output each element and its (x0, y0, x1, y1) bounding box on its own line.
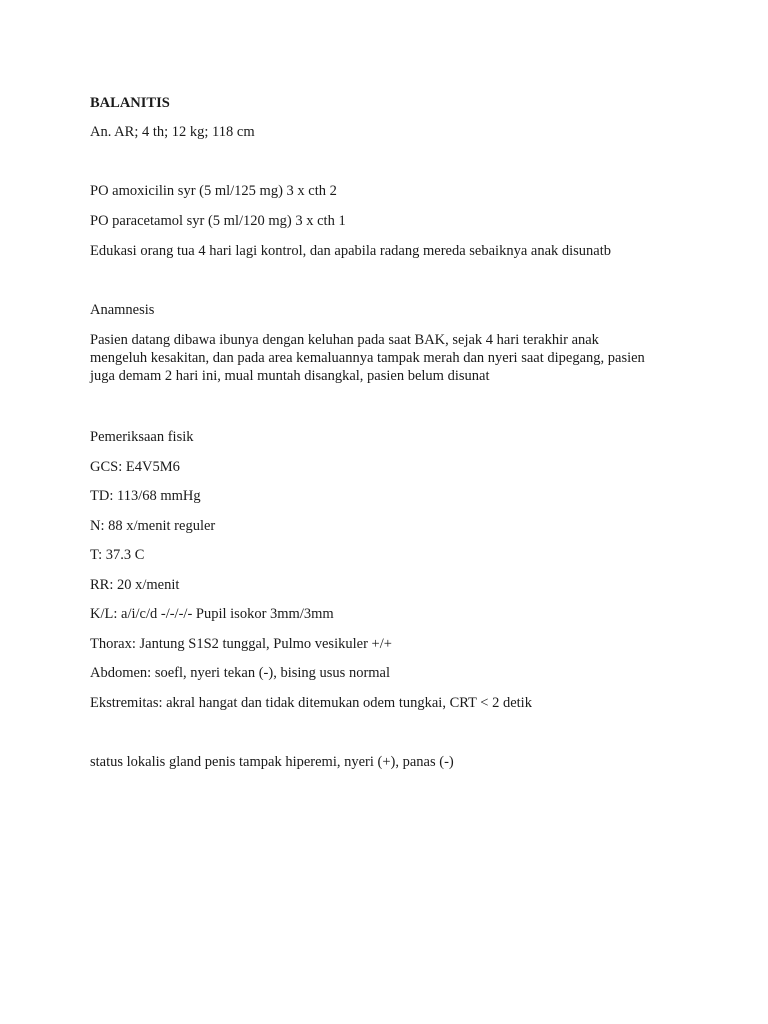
anamnesis-text-line: juga demam 2 hari ini, mual muntah disangkal, pasien belum disunat (90, 368, 490, 384)
exam-item: RR: 20 x/menit (90, 577, 180, 593)
exam-heading: Pemeriksaan fisik (90, 429, 194, 445)
anamnesis-heading: Anamnesis (90, 302, 155, 318)
exam-item: GCS: E4V5M6 (90, 459, 180, 475)
exam-item: Abdomen: soefl, nyeri tekan (-), bising usus normal (90, 665, 391, 681)
exam-item: TD: 113/68 mmHg (90, 488, 201, 504)
anamnesis-text-line: mengeluh kesakitan, dan pada area kemaluannya tampak merah dan nyeri saat dipegang, pasien (90, 350, 645, 366)
anamnesis-text-line: Pasien datang dibawa ibunya dengan keluhan pada saat BAK, sejak 4 hari terakhir anak (90, 332, 599, 348)
status-lokalis: status lokalis gland penis tampak hiperemi, nyeri (+), panas (-) (90, 754, 454, 770)
therapy-line: Edukasi orang tua 4 hari lagi kontrol, dan apabila radang mereda sebaiknya anak disunatb (90, 243, 612, 259)
patient-info: An. AR; 4 th; 12 kg; 118 cm (90, 124, 255, 140)
exam-item: K/L: a/i/c/d -/-/-/- Pupil isokor 3mm/3mm (90, 606, 334, 622)
document-title: BALANITIS (90, 95, 170, 111)
therapy-line: PO amoxicilin syr (5 ml/125 mg) 3 x cth 2 (90, 183, 337, 199)
exam-item: Thorax: Jantung S1S2 tunggal, Pulmo vesikuler +/+ (90, 636, 392, 652)
exam-item: N: 88 x/menit reguler (90, 518, 216, 534)
exam-item: T: 37.3 C (90, 547, 145, 563)
exam-item: Ekstremitas: akral hangat dan tidak ditemukan odem tungkai, CRT < 2 detik (90, 695, 532, 711)
therapy-line: PO paracetamol syr (5 ml/120 mg) 3 x cth 1 (90, 213, 346, 229)
